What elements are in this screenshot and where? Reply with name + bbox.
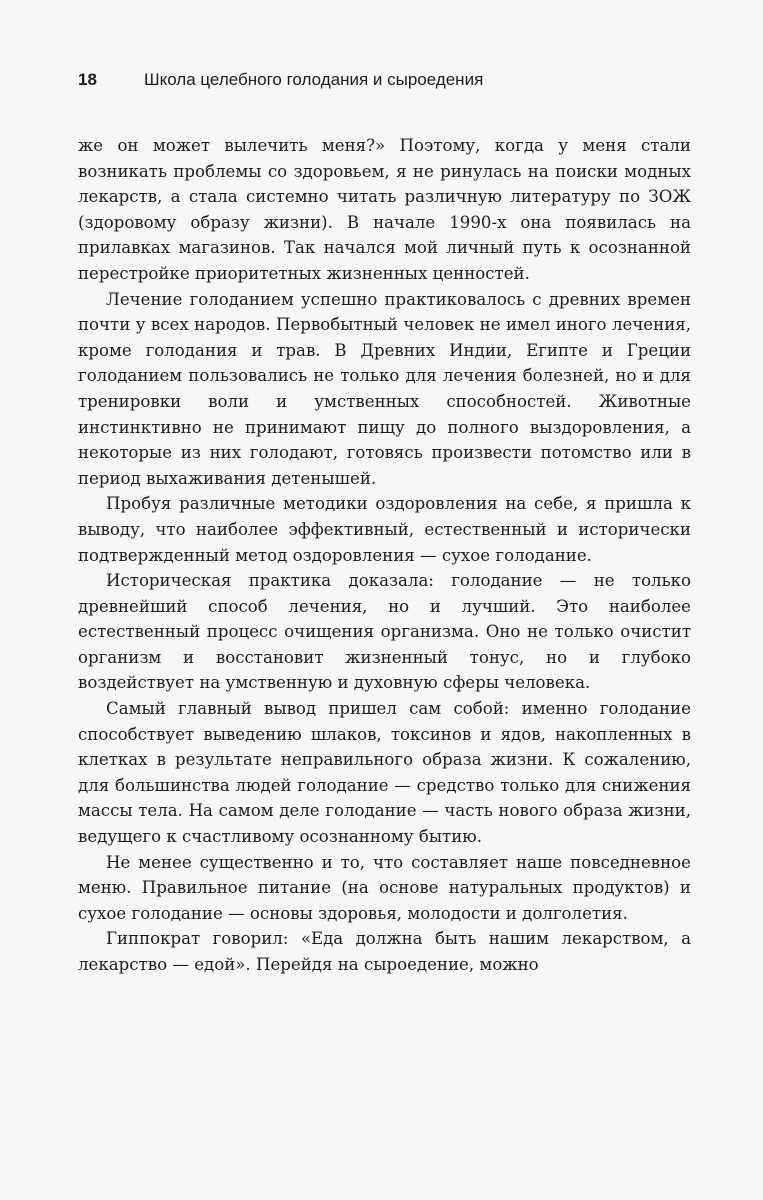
paragraph: Пробуя различные методики оздоровления на себе, я пришла к выводу, что наиболее эффективный, естественный и исторически подтвержденный метод оздоровления — сухое голодание. [78, 494, 691, 565]
paragraph: же он может вылечить меня?» Поэтому, когда у меня стали возникать проблемы со здоровьем, я не ринулась на поиски модных лекарств, а стала системно читать различную литературу по ЗОЖ (здоровому образу жизни). В начале 1990-х она появилась на прилавках магазинов. Так начался мой личный путь к осознанной перестройке приоритетных жизненных ценностей. [78, 136, 691, 283]
paragraph: Не менее существенно и то, что составляет наше повседневное меню. Правильное питание (на основе натуральных продуктов) и сухое голодание — основы здоровья, молодости и долголетия. [78, 852, 691, 923]
running-head [78, 68, 703, 92]
paragraph: Лечение голоданием успешно практиковалось с древних времен почти у всех народов. Первобытный человек не имел иного лечения, кроме голодания и трав. В Древних Индии, Египте и Греции голоданием пользовались не только для лечения болезней, но и для тренировки воли и умственных способностей. Животные инстинктивно не принимают пищу до полного выздоровления, а некоторые из них голодают, готовясь произвести потомство или в период выхаживания детенышей. [78, 289, 691, 488]
body-text [78, 133, 691, 978]
paragraph: Гиппократ говорил: «Еда должна быть нашим лекарством, а лекарство — едой». Перейдя на сыроедение, можно [78, 929, 691, 974]
running-title: Школа целебного голодания и сыроедения [144, 70, 484, 89]
paragraph: Историческая практика доказала: голодание — не только древнейший способ лечения, но и лучший. Это наиболее естественный процесс очищения организма. Оно не только очистит организм и восстановит жизненный тонус, но и глубоко воздействует на умственную и духовную сферы человека. [78, 571, 691, 693]
paragraph: Самый главный вывод пришел сам собой: именно голодание способствует выведению шлаков, токсинов и ядов, накопленных в клетках в результате неправильного образа жизни. К сожалению, для большинства людей голодание — средство только для снижения массы тела. На самом деле голодание — часть нового образа жизни, ведущего к счастливому осознанному бытию. [78, 699, 691, 847]
page-number: 18 [78, 70, 97, 89]
